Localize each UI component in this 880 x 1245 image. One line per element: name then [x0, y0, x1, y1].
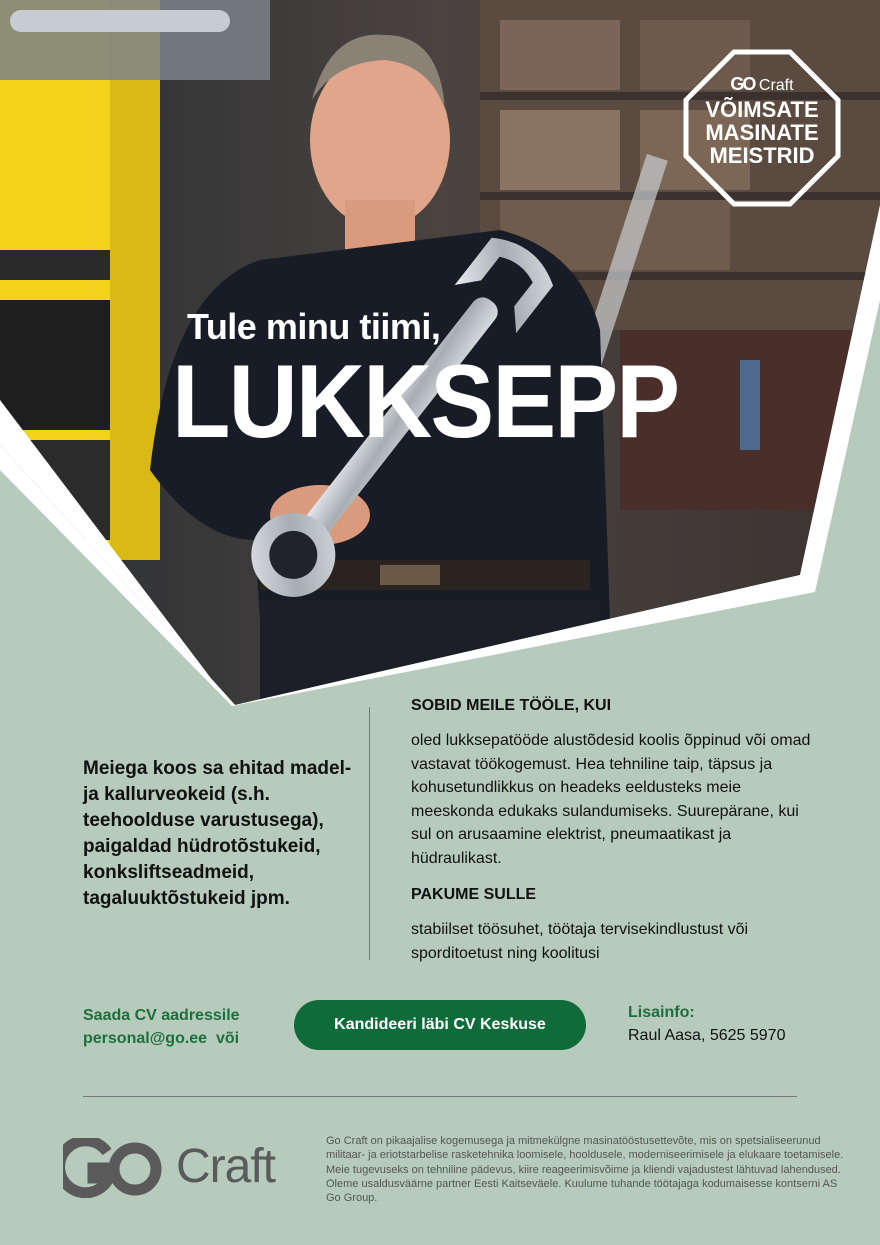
offer-body: stabiilset töösuhet, töötaja tervisekindlustust või sporditoetust ning koolitusi — [411, 921, 749, 962]
send-cv-text — [83, 1004, 240, 1050]
badge-line: MASINATE — [705, 120, 819, 145]
info-label: Lisainfo: — [628, 1004, 695, 1021]
badge-line: MEISTRID — [709, 143, 815, 168]
company-description: Go Craft on pikaajalise kogemusega ja mitmekülgne masinatööstusettevõte, mis on spetsialiseerunud militaar- ja eriotstarbelise rasketehnika loomisele, hooldusele, moderniseerimisele ja elukaare toetamisele. Meie tugevuseks on tehniline pädevus, kiire reageerimisvõime ja kliendi vajadustest lähtuvad lahendused. Oleme usaldusväärne partner Eesti Kaitseväele. Kuulume tuhande töötajaga kodumaisesse kontserni AS Go Group. — [326, 1135, 844, 1205]
badge-brand-label: Craft — [758, 77, 794, 94]
column-divider — [369, 707, 370, 960]
send-cv-line: Saada CV aadressile — [83, 1007, 240, 1024]
badge-line: VÕIMSATE — [705, 97, 819, 122]
badge-brand — [682, 74, 842, 95]
footer-divider — [83, 1096, 797, 1097]
fit-title: SOBID MEILE TÖÖLE, KUI — [411, 697, 612, 714]
send-cv-email[interactable]: personal@go.ee või — [83, 1030, 240, 1047]
badge-slogan — [682, 98, 842, 167]
info-contact: Raul Aasa, 5625 5970 — [628, 1027, 786, 1044]
lead-text: Meiega koos sa ehitad madel- ja kallurveokeid (s.h. teehoolduse varustusega), paigaldad hüdrotõstukeid, konksliftseadmeid, tagaluuktõstukeid jpm. — [83, 758, 352, 909]
headline-intro: Tule minu tiimi, — [187, 306, 441, 347]
footer-logo-text: Craft — [176, 1140, 276, 1193]
go-mini-logo-icon: GO — [730, 74, 755, 94]
fit-body: oled lukksepatööde alustõdesid koolis õppinud või omad vastavat töökogemust. Hea tehniline taip, täpsus ja kohusetundlikkus on headeks eeldusteks meie meeskonda edukaks sulandumiseks. Suurepärane, kui sul on arusaamine elektrist, pneumaatikast ja hüdraulikast. — [411, 732, 811, 867]
apply-cv-keskus-button[interactable]: Kandideeri läbi CV Keskuse — [294, 1000, 586, 1050]
go-logo-icon — [63, 1138, 163, 1198]
offer-title: PAKUME SULLE — [411, 886, 537, 903]
headline-job-title: LUKKSEPP — [172, 344, 679, 460]
